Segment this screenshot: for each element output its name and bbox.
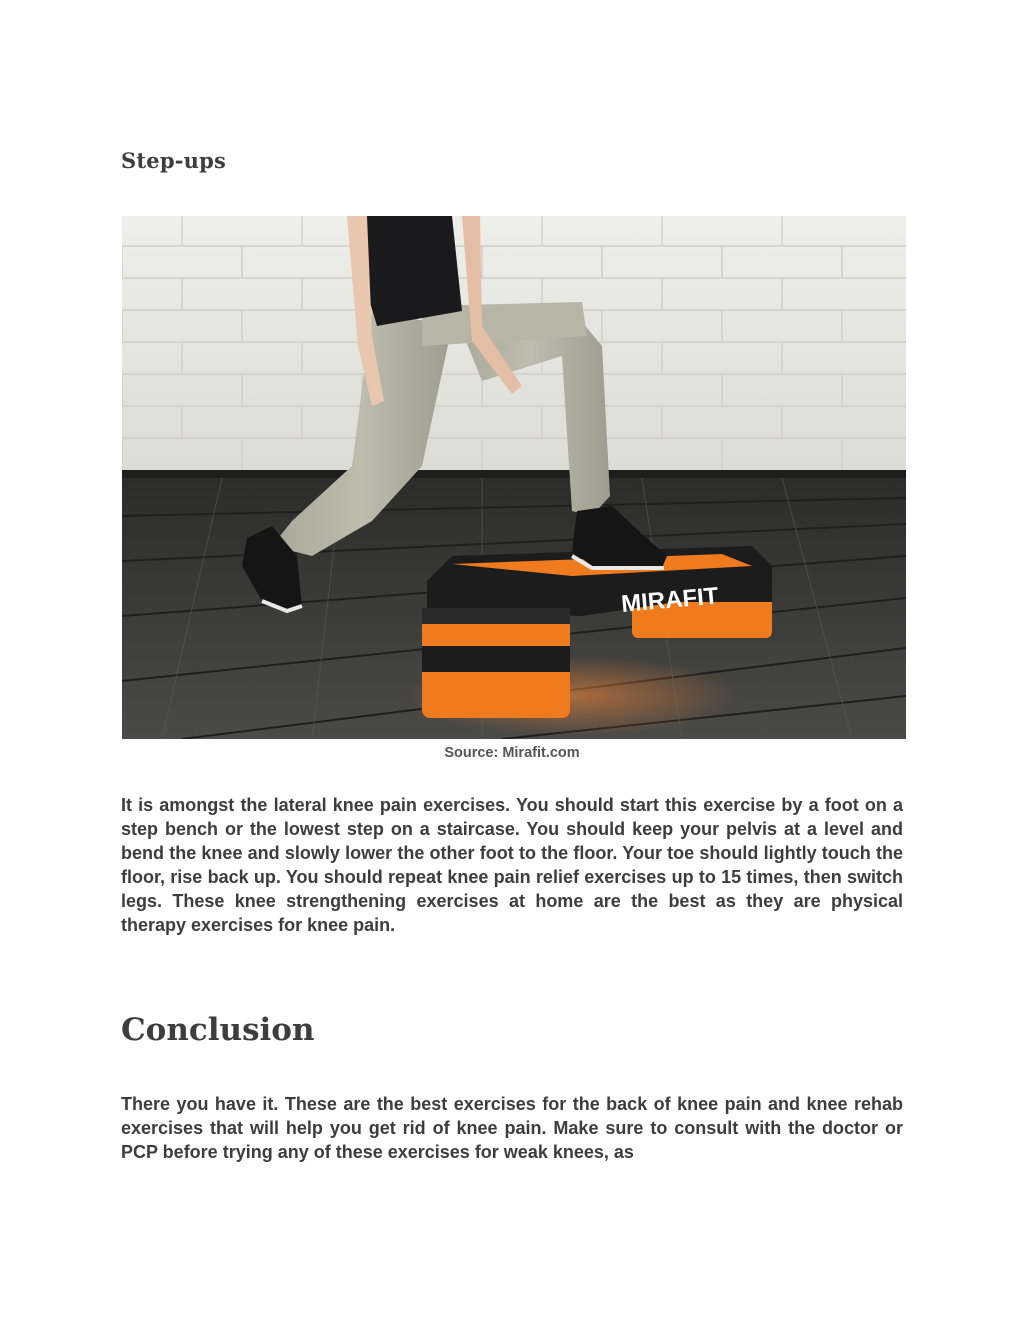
image-caption: Source: Mirafit.com — [444, 745, 580, 761]
conclusion-heading: Conclusion — [121, 1012, 315, 1048]
step-ups-photo-illustration — [122, 216, 906, 739]
step-ups-photo — [122, 216, 906, 739]
step-ups-paragraph: It is amongst the lateral knee pain exercises. You should start this exercise by a foot on a step bench or the lowest step on a staircase. You should keep your pelvis at a level and bend the knee and slowly lower the other foot to the floor. Your toe should lightly touch the floor, rise back up. You should repeat knee pain relief exercises up to 15 times, then switch legs. These knee strengthening exercises at home are the best as they are physical therapy exercises for knee pain. — [121, 795, 903, 935]
conclusion-paragraph: There you have it. These are the best exercises for the back of knee pain and knee rehab exercises that will help you get rid of knee pain. Make sure to consult with the doctor or PCP before trying any of these exercises for weak knees, as — [121, 1094, 903, 1162]
mirafit-logo: MIRAFIT — [620, 582, 720, 618]
section-heading-step-ups: Step-ups — [121, 148, 227, 173]
